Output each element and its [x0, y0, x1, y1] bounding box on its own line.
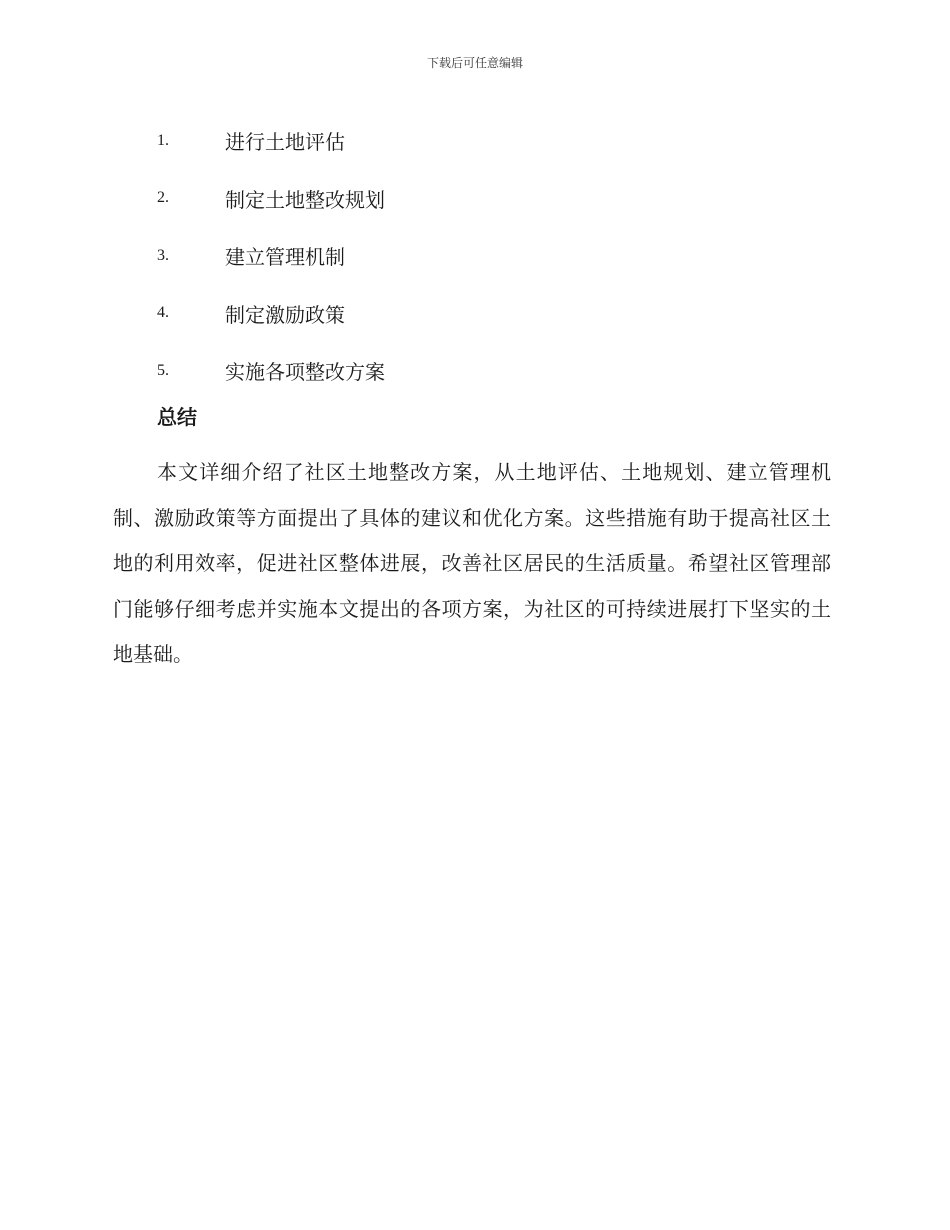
numbered-list [157, 112, 385, 400]
list-item-number: 4. [157, 304, 169, 322]
summary-paragraph: 本文详细介绍了社区土地整改方案，从土地评估、土地规划、建立管理机制、激励政策等方面提出了具体的建议和优化方案。这些措施有助于提高社区土地的利用效率，促进社区整体进展，改善社区居民的生活质量。希望社区管理部门能够仔细考虑并实施本文提出的各项方案，为社区的可持续进展打下坚实的土地基础。 [113, 460, 831, 666]
summary-heading: 总结 [157, 405, 197, 429]
list-item-number: 1. [157, 131, 169, 149]
list-item-text: 制定土地整改规划 [225, 187, 385, 212]
list-item [157, 342, 385, 400]
list-item-number: 2. [157, 189, 169, 207]
list-item-text: 进行土地评估 [225, 130, 345, 155]
list-item-number: 3. [157, 246, 169, 264]
list-item-text: 实施各项整改方案 [225, 360, 385, 385]
list-item-number: 5. [157, 361, 169, 379]
list-item [157, 112, 385, 170]
list-item-text: 建立管理机制 [225, 245, 345, 270]
page-header: 下载后可任意编辑 [426, 56, 523, 70]
list-item-text: 制定激励政策 [225, 302, 345, 327]
list-item [157, 170, 385, 228]
list-item [157, 285, 385, 343]
list-item [157, 227, 385, 285]
